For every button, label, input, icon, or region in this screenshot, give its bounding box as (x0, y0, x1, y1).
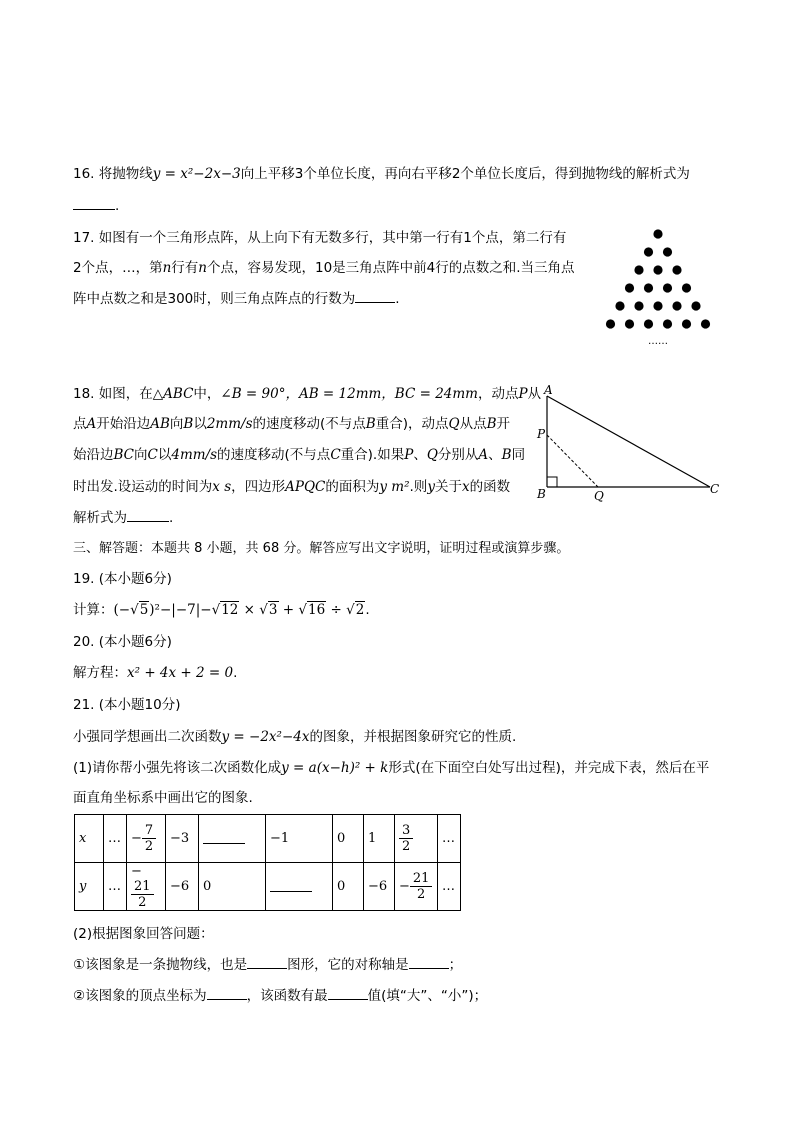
table-row-x (75, 815, 461, 863)
dot (653, 301, 662, 310)
side-ac (547, 396, 710, 487)
table-cell: … (438, 863, 461, 911)
q17-line2: 2个点，…，第n行有n个点，容易发现，10是三角点阵中前4行的点数之和.当三角点 (73, 260, 575, 276)
table-cell: − $\frac{21}{2}$ (395, 863, 438, 911)
triangle-dot-array-figure (590, 224, 726, 348)
table-cell: … (104, 863, 127, 911)
dot (663, 283, 672, 292)
dots-ellipsis: …… (648, 336, 668, 347)
segment-pq (547, 435, 598, 487)
q16-line2: . (73, 196, 119, 216)
table-cell[interactable] (199, 815, 266, 863)
table-cell: −3 (166, 815, 199, 863)
table-cell[interactable] (266, 863, 333, 911)
table-row-y (75, 863, 461, 911)
dot (672, 301, 681, 310)
dot (644, 283, 653, 292)
table-cell: 0 (333, 863, 364, 911)
dot (663, 319, 672, 328)
table-cell: −6 (166, 863, 199, 911)
dot (701, 319, 710, 328)
q17-line1: 17. 如图有一个三角形点阵，从上向下有无数多行，其中第一行有1个点，第二行有 (73, 230, 567, 246)
answer-blank[interactable] (355, 289, 395, 303)
dot (672, 265, 681, 274)
q21-line1: 小强同学想画出二次函数y = −2x²−4x的图象，并根据图象研究它的性质. (73, 729, 517, 745)
table-cell: − $\frac{7}{2}$ (127, 815, 166, 863)
table-cell: −6 (364, 863, 395, 911)
table-cell: 1 (364, 815, 395, 863)
dot (682, 319, 691, 328)
table-cell: − $\frac{21}{2}$ (127, 863, 166, 911)
label-a: A (544, 383, 553, 397)
dot (634, 301, 643, 310)
dot (644, 319, 653, 328)
answer-blank[interactable] (127, 508, 169, 522)
q16-formula: y = x²−2x−3 (152, 166, 241, 182)
dot (615, 301, 624, 310)
q19-heading: 19. (本小题6分) (73, 571, 172, 587)
right-triangle-figure (532, 380, 724, 504)
q19-expression: 计算：(−√5)²−|−7|−√12 × √3 + √16 ÷ √2. (73, 602, 370, 618)
q16-text: 16. 将抛物线 (73, 166, 153, 182)
answer-blank[interactable] (203, 830, 245, 844)
dot (682, 283, 691, 292)
answer-blank[interactable] (409, 955, 449, 969)
table-cell: 0 (199, 863, 266, 911)
q21-line2: (1)请你帮小强先将该二次函数化成y = a(x−h)² + k形式(在下面空白处写出过程)，并完成下表，然后在平 (73, 760, 710, 776)
q18-line4: 时出发.设运动的时间为x s，四边形APQC的面积为y m².则y关于x的函数 (73, 479, 511, 495)
dot (606, 319, 615, 328)
table-cell: −1 (266, 815, 333, 863)
q18-line1: 18. 如图，在△ABC中，∠B = 90°，AB = 12mm，BC = 24mm，动点P从 (73, 386, 542, 402)
answer-blank[interactable] (73, 196, 115, 210)
q20-equation: 解方程：x² + 4x + 2 = 0. (73, 665, 238, 681)
dot (691, 301, 700, 310)
q17-line3: 阵中点数之和是300时，则三角点阵点的行数为 . (73, 291, 400, 307)
q21-sub1: ①该图象是一条抛物线，也是 图形，它的对称轴是 ； (73, 957, 463, 973)
q18-line3: 始沿边BC向C以4mm/s的速度移动(不与点C重合).如果P、Q分别从A、B同 (73, 447, 526, 463)
q21-sub2: ②该图象的顶点坐标为 ，该函数有最 值(填“大”、“小”)； (73, 988, 488, 1004)
dot (653, 229, 662, 238)
table-cell: 0 (333, 815, 364, 863)
label-b: B (537, 487, 546, 501)
dot (625, 283, 634, 292)
answer-blank[interactable] (247, 955, 287, 969)
q21-line3: 面直角坐标系中画出它的图象. (73, 790, 253, 806)
q16-text: 向上平移3个单位长度，再向右平移2个单位长度后，得到抛物线的解析式为 (240, 166, 690, 182)
section-heading: 三、解答题：本题共 8 小题，共 68 分。解答应写出文字说明，证明过程或演算步骤。 (73, 541, 570, 556)
dot (644, 247, 653, 256)
q18-line2: 点A开始沿边AB向B以2mm/s的速度移动(不与点B重合)，动点Q从点B开 (73, 416, 510, 432)
q21-heading: 21. (本小题10分) (73, 697, 181, 713)
table-cell: … (104, 815, 127, 863)
dot (634, 265, 643, 274)
answer-blank[interactable] (207, 986, 247, 1000)
q18-line5: 解析式为 . (73, 510, 174, 526)
label-p: P (537, 427, 546, 441)
table-cell: x (75, 815, 104, 863)
right-angle-mark (547, 477, 557, 487)
table-cell: … (438, 815, 461, 863)
q20-heading: 20. (本小题6分) (73, 634, 172, 650)
dot (663, 247, 672, 256)
q16-line1 (73, 164, 690, 184)
label-c: C (710, 482, 720, 496)
table-cell: y (75, 863, 104, 911)
answer-blank[interactable] (328, 986, 368, 1000)
dot (625, 319, 634, 328)
dot (653, 265, 662, 274)
value-table (74, 814, 461, 911)
label-q: Q (594, 489, 604, 503)
answer-blank[interactable] (270, 878, 312, 892)
q21-part2: (2)根据图象回答问题： (73, 926, 214, 942)
table-cell: $\frac{3}{2}$ (395, 815, 438, 863)
